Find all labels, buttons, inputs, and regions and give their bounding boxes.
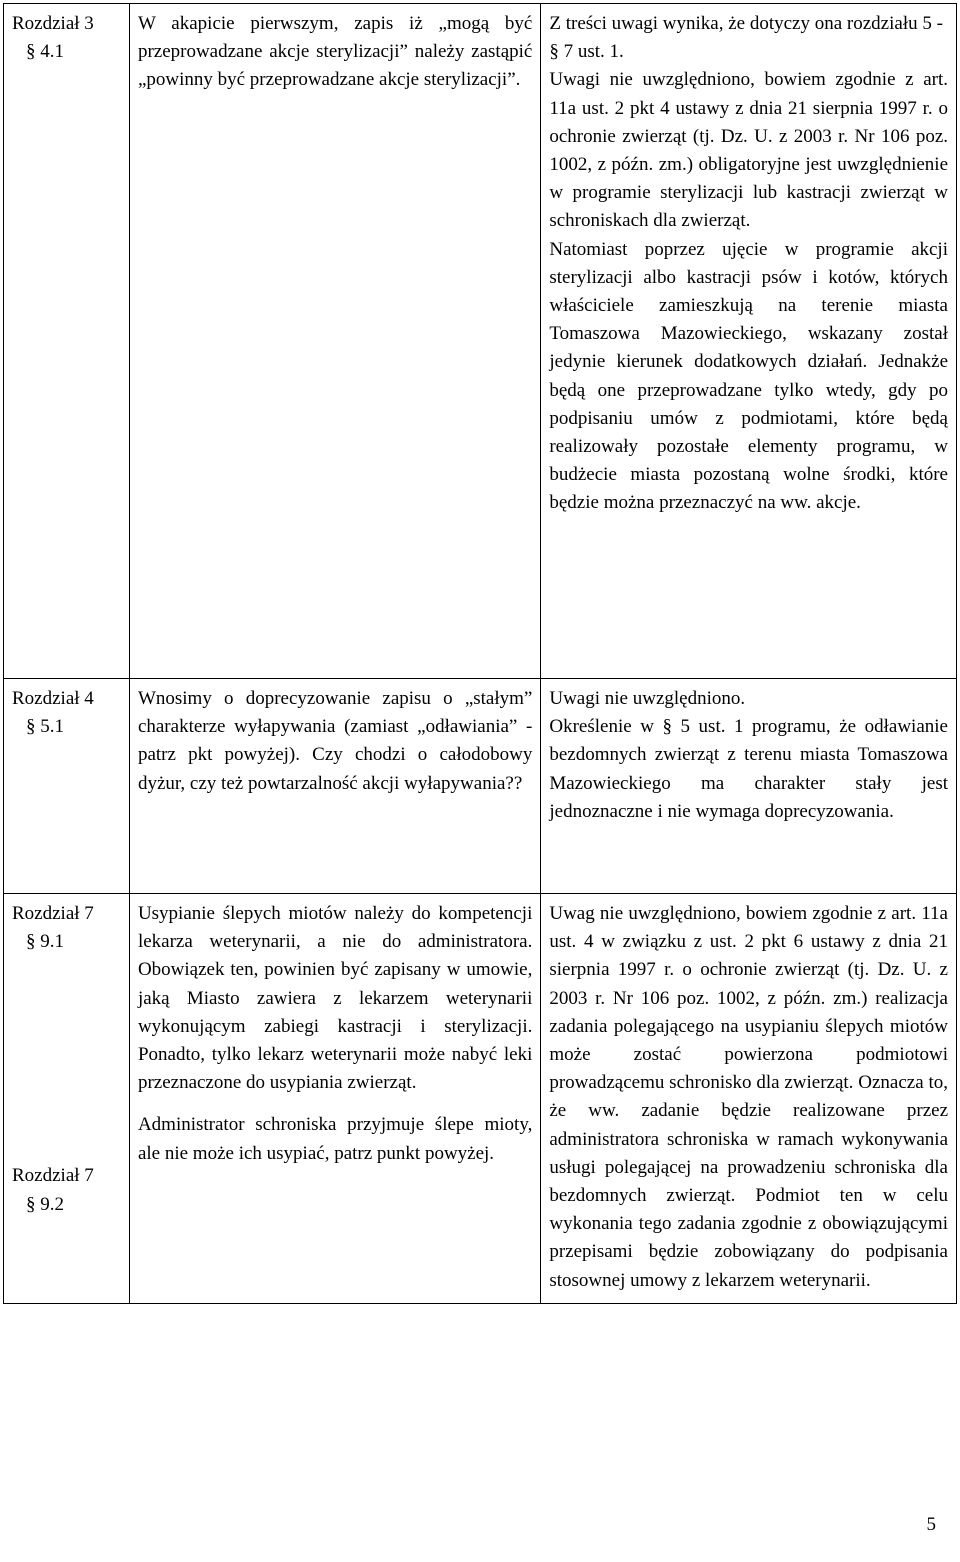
answer-cell bbox=[541, 894, 957, 1304]
answer-text: Uwagi nie uwzględniono, bowiem zgodnie z art. 11a ust. 2 pkt 4 ustawy z dnia 21 sierpnia 1997 r. o ochronie zwierząt (tj. Dz. U. z 2003 r. Nr 106 poz. 1002, z późn. zm.) obligatoryjne jest uwzględnienie w programie sterylizacji lub kastracji zwierząt w schroniskach dla zwierząt. bbox=[549, 69, 948, 232]
section-ref: Rozdział 4 bbox=[12, 688, 94, 709]
section-paragraph: § 9.1 bbox=[26, 931, 64, 953]
section-paragraph: § 4.1 bbox=[26, 41, 64, 63]
remark-cell bbox=[129, 894, 540, 1304]
table-row bbox=[4, 894, 957, 1304]
remark-text: Wnosimy o doprecyzowanie zapisu o „stałym” charakterze wyłapywania (zamiast „odławiania” - patrz pkt powyżej). Czy chodzi o całodobowy dyżur, czy też powtarzalność akcji wyłapywania?? bbox=[137, 688, 533, 794]
section-ref: Rozdział 7 bbox=[12, 1165, 94, 1187]
comments-table bbox=[3, 3, 957, 1304]
answer-text: Natomiast poprzez ujęcie w programie akcji sterylizacji albo kastracji psów i kotów, których właściciele zamieszkują na terenie miasta Tomaszowa Mazowieckiego, wskazany został jedynie kierunek dodatkowych działań. Jednakże będą one przeprowadzane tylko wtedy, gdy po podpisaniu umów z podmiotami, które będą realizowały pozostałe elementy programu, w budżecie miasta pozostaną wolne środki, które będzie można przeznaczyć na ww. akcje. bbox=[549, 238, 948, 514]
answer-cell bbox=[541, 679, 957, 894]
section-cell bbox=[4, 679, 130, 894]
section-cell bbox=[4, 4, 130, 679]
section-ref: Rozdział 7 bbox=[12, 903, 94, 924]
remark-text: W akapicie pierwszym, zapis iż „mogą być przeprowadzane akcje sterylizacji” należy zastąpić „powinny być przeprowadzane akcje sterylizacji”. bbox=[137, 13, 533, 91]
table-row bbox=[4, 679, 957, 894]
answer-text: Uwag nie uwzględniono, bowiem zgodnie z art. 11a ust. 4 w związku z ust. 2 pkt 6 ustawy z dnia 21 sierpnia 1997 r. o ochronie zwierząt (tj. Dz. U. z 2003 r. Nr 106 poz. 1002, z późn. zm.) realizacja zadania polegającego na usypianiu ślepych miotów może zostać powierzona podmiotowi prowadzącemu schronisko dla zwierząt. Oznacza to, że ww. zadanie będzie realizowane przez administratora schroniska w ramach wykonywania usługi polegającej na prowadzeniu schroniska dla bezdomnych zwierząt. Podmiot ten w celu wykonania tego zadania zgodnie z obowiązującymi przepisami będzie zobowiązany do podpisania stosownej umowy z lekarzem weterynarii. bbox=[549, 903, 948, 1291]
answer-text: Określenie w § 5 ust. 1 programu, że odławianie bezdomnych zwierząt z terenu miasta Tomaszowa Mazowieckiego ma charakter stały jest jednoznaczne i nie wymaga doprecyzowania. bbox=[549, 716, 948, 822]
remark-text: Administrator schroniska przyjmuje ślepe mioty, ale nie może ich usypiać, patrz punkt powyżej. bbox=[137, 1114, 533, 1164]
section-ref: Rozdział 3 bbox=[12, 13, 94, 34]
answer-cell bbox=[541, 4, 957, 679]
table-row bbox=[4, 4, 957, 679]
section-cell bbox=[4, 894, 130, 1304]
answer-text: Uwagi nie uwzględniono. bbox=[549, 688, 746, 709]
page-number: 5 bbox=[926, 1514, 936, 1535]
section-paragraph: § 5.1 bbox=[26, 716, 64, 738]
remark-text: Usypianie ślepych miotów należy do kompetencji lekarza weterynarii, a nie do administratora. Obowiązek ten, powinien być zapisany w umowie, jaką Miasto zawiera z lekarzem weterynarii wykonującym zabiegi kastracji i sterylizacji. Ponadto, tylko lekarz weterynarii może nabyć leki przeznaczone do usypiania zwierząt. bbox=[137, 903, 533, 1094]
section-paragraph: § 9.2 bbox=[26, 1193, 64, 1215]
remark-cell bbox=[129, 4, 540, 679]
remark-cell bbox=[129, 679, 540, 894]
answer-text: Z treści uwagi wynika, że dotyczy ona rozdziału 5 - § 7 ust. 1. bbox=[549, 13, 943, 63]
